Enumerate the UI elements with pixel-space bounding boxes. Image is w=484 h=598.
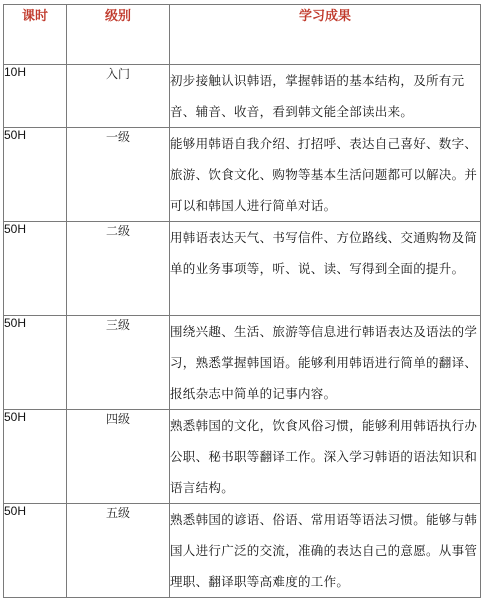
cell-hours: 50H xyxy=(4,128,67,222)
cell-hours: 50H xyxy=(4,222,67,316)
table-row xyxy=(4,504,481,598)
header-level: 级别 xyxy=(67,5,170,65)
cell-level: 一级 xyxy=(67,128,170,222)
cell-level: 三级 xyxy=(67,316,170,410)
cell-level: 二级 xyxy=(67,222,170,316)
cell-hours: 50H xyxy=(4,504,67,598)
cell-hours: 50H xyxy=(4,410,67,504)
cell-hours: 10H xyxy=(4,65,67,128)
cell-result: 围绕兴趣、生活、旅游等信息进行韩语表达及语法的学习，熟悉掌握韩国语。能够利用韩语进行简单的翻译、报纸杂志中简单的记事内容。 xyxy=(170,316,481,410)
table-row xyxy=(4,128,481,222)
table-header-row xyxy=(4,5,481,65)
course-table xyxy=(3,4,481,598)
table-row xyxy=(4,316,481,410)
header-result: 学习成果 xyxy=(170,5,481,65)
cell-result: 能够用韩语自我介绍、打招呼、表达自己喜好、数字、旅游、饮食文化、购物等基本生活问题都可以解决。并可以和韩国人进行简单对话。 xyxy=(170,128,481,222)
table-row xyxy=(4,65,481,128)
header-hours: 课时 xyxy=(4,5,67,65)
cell-level: 五级 xyxy=(67,504,170,598)
cell-level: 四级 xyxy=(67,410,170,504)
cell-result: 熟悉韩国的文化，饮食风俗习惯，能够利用韩语执行办公职、秘书职等翻译工作。深入学习韩语的语法知识和语言结构。 xyxy=(170,410,481,504)
table-row xyxy=(4,410,481,504)
cell-hours: 50H xyxy=(4,316,67,410)
cell-level: 入门 xyxy=(67,65,170,128)
cell-result: 初步接触认识韩语，掌握韩语的基本结构，及所有元音、辅音、收音，看到韩文能全部读出来。 xyxy=(170,65,481,128)
table-row xyxy=(4,222,481,316)
cell-result: 熟悉韩国的谚语、俗语、常用语等语法习惯。能够与韩国人进行广泛的交流，准确的表达自己的意愿。从事管理职、翻译职等高难度的工作。 xyxy=(170,504,481,598)
cell-result: 用韩语表达天气、书写信件、方位路线、交通购物及简单的业务事项等，听、说、读、写得到全面的提升。 xyxy=(170,222,481,316)
